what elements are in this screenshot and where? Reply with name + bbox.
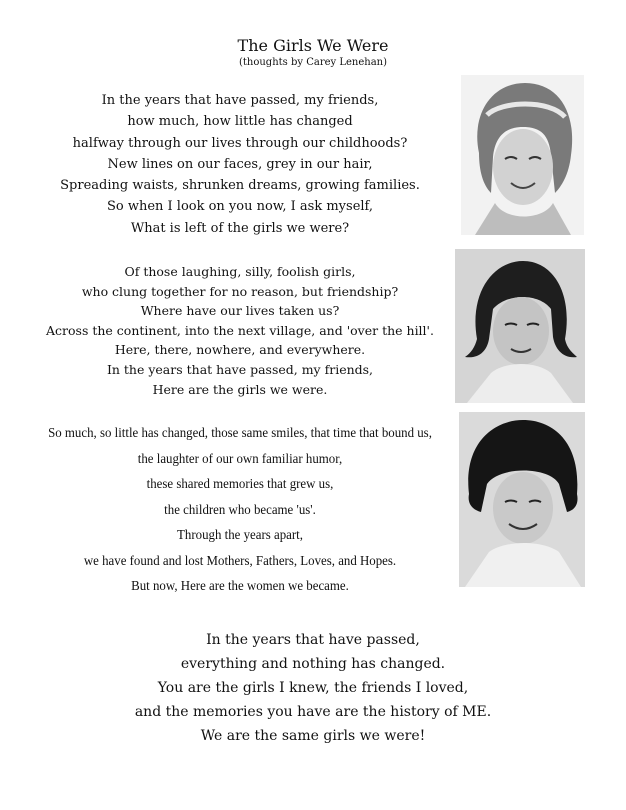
portrait-photo-2 xyxy=(455,249,585,403)
poem-line: Here, there, nowhere, and everywhere. xyxy=(114,342,366,358)
poem-line: So when I look on you now, I ask myself, xyxy=(106,199,374,215)
poem-line: In the years that have passed, my friends, xyxy=(101,93,379,108)
poem-line: Across the continent, into the next village, and 'over the hill'. xyxy=(46,322,434,338)
poem-line: we have found and lost Mothers, Fathers, Loves, and Hopes. xyxy=(83,553,397,569)
stanza-2 xyxy=(30,262,450,399)
poem-line: Through the years apart, xyxy=(177,528,303,543)
poem-title: The Girls We Were xyxy=(237,36,389,55)
poem-line: these shared memories that grew us, xyxy=(146,477,334,492)
poem-line: everything and nothing has changed. xyxy=(180,656,446,672)
poem-line: how much, how little has changed xyxy=(127,114,353,130)
poem-line: Here are the girls we were. xyxy=(152,381,328,397)
stanza-4 xyxy=(80,628,546,748)
poem-line: the children who became 'us'. xyxy=(164,502,316,518)
poem-line: Of those laughing, silly, foolish girls, xyxy=(124,264,356,279)
poem-line: What is left of the girls we were? xyxy=(130,220,350,236)
poem-line: In the years that have passed, my friends, xyxy=(106,361,374,377)
poem-line: In the years that have passed, xyxy=(206,632,420,648)
poem-line: and the memories you have are the history of ME. xyxy=(134,704,492,720)
stanza-1 xyxy=(30,90,450,239)
poem-line: who clung together for no reason, but friendship? xyxy=(81,283,399,299)
portrait-photo-3 xyxy=(459,412,585,587)
poem-line: Spreading waists, shrunken dreams, growing families. xyxy=(60,178,420,194)
poem-line: So much, so little has changed, those same smiles, that time that bound us, xyxy=(48,426,432,441)
portrait-photo-1 xyxy=(461,75,584,235)
poem-line: But now, Here are the women we became. xyxy=(131,579,349,594)
poem-line: Where have our lives taken us? xyxy=(140,303,340,319)
poem-subtitle: (thoughts by Carey Lenehan) xyxy=(238,57,388,68)
poem-line: New lines on our faces, grey in our hair, xyxy=(107,156,373,172)
poem-line: the laughter of our own familiar humor, xyxy=(137,451,343,467)
stanza-3 xyxy=(47,421,433,600)
poem-line: You are the girls I knew, the friends I loved, xyxy=(157,680,469,696)
poem-line: We are the same girls we were! xyxy=(200,728,426,744)
poem-line: halfway through our lives through our childhoods? xyxy=(72,135,408,151)
